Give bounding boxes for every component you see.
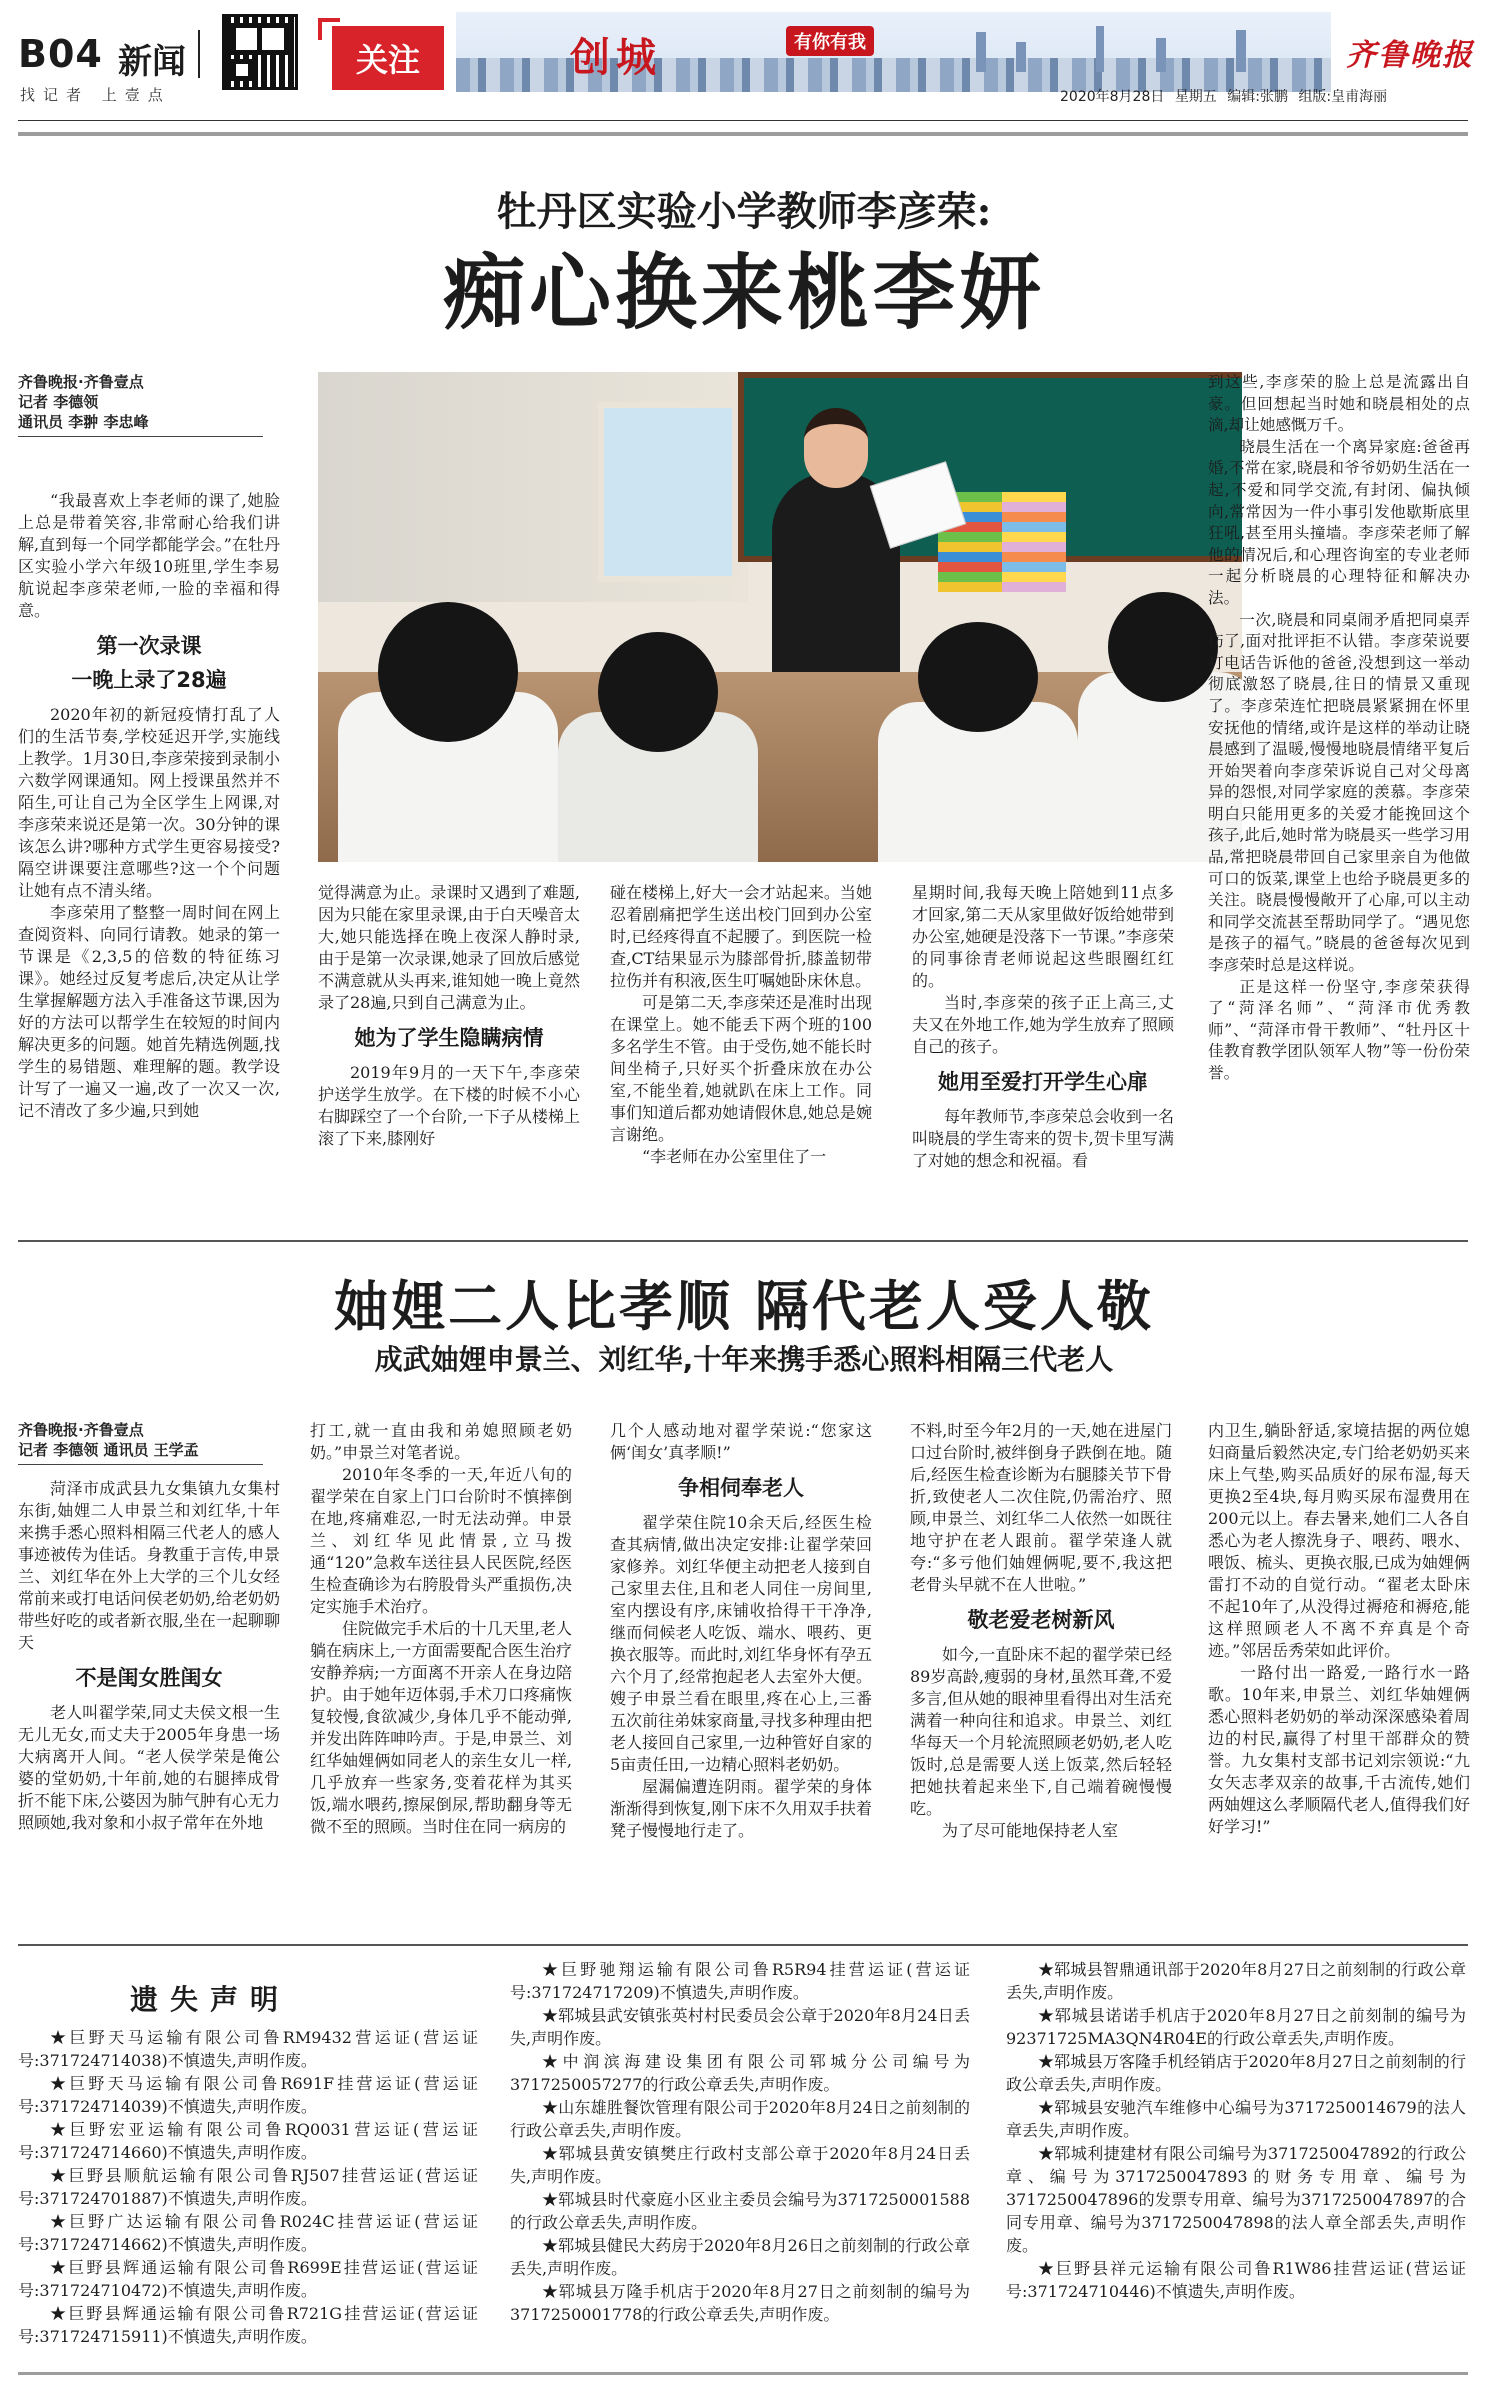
byline-reporter: 记者 李德领	[18, 393, 99, 411]
notice-item: ★郓城县时代豪庭小区业主委员会编号为3717250001588的行政公章丢失,声明作废。	[510, 2190, 970, 2232]
article1-photo	[318, 372, 1242, 862]
article2-para: 屋漏偏遭连阴雨。翟学荣的身体渐渐得到恢复,刚下床不久用双手扶着凳子慢慢地行走了。	[610, 1777, 872, 1840]
notice-item: ★巨野宏亚运输有限公司鲁RQ0031营运证(营运证号:371724714660)不慎遗失,声明作废。	[18, 2120, 478, 2162]
article1-para: 到这些,李彦荣的脸上总是流露出自豪。但回想起当时她和晓晨相处的点滴,却让她感慨万千。	[1208, 373, 1470, 435]
byline-outlet: 齐鲁晚报·齐鲁壹点	[18, 1421, 144, 1439]
article1-heading1b: 一晚上录了28遍	[71, 668, 227, 692]
article2-para: 打工,就一直由我和弟媳照顾老奶奶。”申景兰对笔者说。	[310, 1421, 572, 1462]
footer-rule	[18, 2372, 1468, 2375]
section-tag: 关注	[332, 26, 444, 90]
notice-item: ★巨野县顺航运输有限公司鲁RJ507挂营运证(营运证号:371724701887)不慎遗失,声明作废。	[18, 2166, 478, 2208]
editor: 编辑:张鹏	[1227, 89, 1288, 105]
article1-title: 痴心换来桃李妍	[442, 245, 1045, 341]
article2-para: 为了尽可能地保持老人室	[942, 1821, 1119, 1840]
article1-para: 正是这样一份坚守,李彦荣获得了“菏泽名师”、“菏泽市优秀教师”、“菏泽市骨干教师”、“牡丹区十佳教育教学团队领军人物”等一份份荣誉。	[1208, 977, 1470, 1082]
article2-column3	[610, 1420, 872, 1842]
notice-item: ★巨野驰翔运输有限公司鲁R5R94挂营运证(营运证号:371724717209)不慎遗失,声明作废。	[510, 1960, 970, 2002]
byline-reporters: 记者 李德领 通讯员 王学孟	[18, 1441, 199, 1459]
notice-item: ★郓城县万隆手机店于2020年8月27日之前刻制的编号为3717250001778的行政公章丢失,声明作废。	[510, 2282, 970, 2324]
notice-item: ★巨野县辉通运输有限公司鲁R721G挂营运证(营运证号:371724715911)不慎遗失,声明作废。	[18, 2304, 478, 2346]
article2-para: 几个人感动地对翟学荣说:“您家这俩‘闺女’真孝顺!”	[610, 1421, 872, 1462]
notice-item: ★郓城县黄安镇樊庄行政村支部公章于2020年8月24日丢失,声明作废。	[510, 2144, 970, 2186]
notice-item: ★山东雄胜餐饮管理有限公司于2020年8月24日之前刻制的行政公章丢失,声明作废。	[510, 2098, 970, 2140]
article1-subtitle: 牡丹区实验小学教师李彦荣:	[496, 188, 992, 235]
article2-para: 内卫生,躺卧舒适,家境拮据的两位媳妇商量后毅然决定,专门给老奶奶买来床上气垫,购买品质好的尿布湿,每天更换2至4块,每月购买尿布湿费用在200元以上。春去暑来,她们二人各自悉心为老人擦洗身子、喂药、喂水、喂饭、梳头、更换衣服,已成为妯娌俩雷打不动的自觉行动。“翟老太卧床不起10年了,从没得过褥疮和褥疮,能这样照顾老人不离不弃真是个奇迹。”邻居岳秀荣如此评价。	[1208, 1421, 1470, 1660]
banner-slogan: 有你有我	[786, 26, 874, 56]
article1-column4	[912, 882, 1174, 1172]
newspaper-logo: 齐鲁晚报	[1346, 38, 1474, 73]
notice-divider	[18, 1944, 1468, 1946]
issue-date: 2020年8月28日	[1060, 89, 1165, 105]
article2-heading2: 争相伺奉老人	[678, 1476, 804, 1500]
classroom-window	[598, 402, 738, 582]
article2-para: 菏泽市成武县九女集镇九女集村东街,妯娌二人申景兰和刘红华,十年来携手悉心照料相隔三代老人的感人事迹被传为佳话。身教重于言传,申景兰、刘红华在外上大学的三个儿女经常前来或打电话问侯老奶奶,给老奶奶带些好吃的或者新衣服,坐在一起聊聊天	[18, 1479, 280, 1652]
article1-column5	[1208, 372, 1470, 1085]
notice-column3	[1006, 1958, 1466, 2303]
notice-item: ★郓城利捷建材有限公司编号为3717250047892的行政公章、编号为3717250047893的财务专用章、编号为3717250047896的发票专用章、编号为3717250047897的合同专用章、编号为3717250047898的法人章全部丢失,声明作废。	[1006, 2144, 1466, 2255]
article2-heading1: 不是闺女胜闺女	[75, 1666, 223, 1690]
article1-para: 当时,李彦荣的孩子正上高三,丈夫又在外地工作,她为学生放弃了照顾自己的孩子。	[912, 993, 1174, 1056]
article2-para: 住院做完手术后的十几天里,老人躺在病床上,一方面需要配合医生治疗安静养病;一方面离不开亲人在身边陪护。由于她年迈体弱,手术刀口疼痛恢复较慢,食欲减少,身体几乎不能动弹,并发出阵阵呻吟声。于是,申景兰、刘红华妯娌俩如同老人的亲生女儿一样,几乎放弃一些家务,变着花样为其买饭,端水喂药,擦屎倒尿,帮助翻身等无微不至的照顾。当时住在同一病房的	[310, 1619, 572, 1836]
article1-para: 每年教师节,李彦荣总会收到一名叫晓晨的学生寄来的贺卡,贺卡里写满了对她的想念和祝福。看	[912, 1107, 1174, 1170]
dateline	[1060, 86, 1387, 106]
notice-item: ★中润滨海建设集团有限公司郓城分公司编号为3717250057277的行政公章丢失,声明作废。	[510, 2052, 970, 2094]
notice-column2	[510, 1958, 970, 2326]
page-number: B04	[18, 32, 103, 76]
article-divider	[18, 1240, 1468, 1242]
article2-para: 2010年冬季的一天,年近八旬的翟学荣在自家上门口台阶时不慎摔倒在地,疼痛难忍,一时无法动弹。申景兰、刘红华见此情景,立马拨通“120”急救车送往县人民医院,经医生检查确诊为右胯股骨头严重损伤,决定实施手术治疗。	[310, 1465, 572, 1616]
article1-para: 2019年9月的一天下午,李彦荣护送学生放学。在下楼的时候不小心右脚踩空了一个台阶,一下子从楼梯上滚了下来,膝刚好	[318, 1063, 580, 1148]
article1-column1-top	[18, 490, 280, 1122]
article2-title: 妯娌二人比孝顺 隔代老人受人敬	[334, 1274, 1154, 1338]
article2-column5	[1208, 1420, 1470, 1838]
header-slogan: 找记者 上壹点	[20, 86, 171, 104]
weekday: 星期五	[1174, 89, 1217, 105]
article1-column2	[318, 882, 580, 1150]
article2-byline	[18, 1420, 280, 1465]
article2-column4	[910, 1420, 1172, 1842]
notice-item: ★郓城县健民大药房于2020年8月26日之前刻制的行政公章丢失,声明作废。	[510, 2236, 970, 2278]
article1-para: 碰在楼梯上,好大一会才站起来。当她忍着剧痛把学生送出校门回到办公室时,已经疼得直不起腰了。到医院一检查,CT结果显示为膝部骨折,膝盖韧带拉伤并有积液,医生叮嘱她卧床休息。	[610, 883, 872, 990]
notice-item: ★郓城县智鼎通讯部于2020年8月27日之前刻制的行政公章丢失,声明作废。	[1006, 1960, 1466, 2002]
article1-heading2: 她为了学生隐瞒病情	[354, 1026, 544, 1050]
article1-column3	[610, 882, 872, 1168]
notice-item: ★郓城县武安镇张英村村民委员会公章于2020年8月24日丢失,声明作废。	[510, 2006, 970, 2048]
qr-code-icon	[222, 14, 298, 90]
article2-column1	[18, 1478, 280, 1834]
notice-item: ★巨野广达运输有限公司鲁R024C挂营运证(营运证号:371724714662)不慎遗失,声明作废。	[18, 2212, 478, 2254]
notice-title: 遗失声明	[130, 1983, 291, 2016]
notice-item: ★郓城县诺诺手机店于2020年8月27日之前刻制的编号为92371725MA3QN4R04E的行政公章丢失,声明作废。	[1006, 2006, 1466, 2048]
article1-heading3: 她用至爱打开学生心扉	[938, 1070, 1148, 1094]
article2-para: 老人叫翟学荣,同丈夫侯文根一生无儿无女,而丈夫于2005年身患一场大病离开人间。“老人侯学荣是俺公婆的堂奶奶,十年前,她的右腿摔成骨折不能下床,公婆因为肺气肿有心无力照顾她,我对象和小叔子常年在外地	[18, 1703, 280, 1832]
byline-correspondent: 通讯员 李翀 李忠峰	[18, 413, 149, 431]
byline-outlet: 齐鲁晚报·齐鲁壹点	[18, 373, 144, 391]
notice-column1	[18, 2026, 478, 2348]
article1-lead: “我最喜欢上李老师的课了,她脸上总是带着笑容,非常耐心给我们讲解,直到每一个同学都能学会。”在牡丹区实验小学六年级10班里,学生李易航说起李彦荣老师,一脸的幸福和得意。	[18, 491, 280, 620]
notice-item: ★郓城县安驰汽车维修中心编号为3717250014679的法人章丢失,声明作废。	[1006, 2098, 1466, 2140]
article1-heading1: 第一次录课	[96, 634, 202, 658]
article2-heading3: 敬老爱老树新风	[967, 1608, 1115, 1632]
article1-para: 可是第二天,李彦荣还是准时出现在课堂上。她不能丢下两个班的100多名学生不管。由于受伤,她不能长时间坐椅子,只好买个折叠床放在办公室,不能坐着,她就趴在床上工作。同事们知道后都劝她请假休息,她总是婉言谢绝。	[610, 993, 872, 1144]
header-rule-thin	[18, 120, 1468, 121]
article1-byline	[18, 372, 280, 437]
designer: 组版:皇甫海丽	[1298, 89, 1388, 105]
notice-item: ★巨野县祥元运输有限公司鲁R1W86挂营运证(营运证号:371724710446)不慎遗失,声明作废。	[1006, 2259, 1466, 2301]
notice-item: ★巨野县辉通运输有限公司鲁R699E挂营运证(营运证号:371724710472)不慎遗失,声明作废。	[18, 2258, 478, 2300]
banner-title: 创城	[570, 34, 662, 81]
article1-para: 一次,晓晨和同桌闹矛盾把同桌弄伤了,面对批评拒不认错。李彦荣说要打电话告诉他的爸爸,没想到这一举动彻底激怒了晓晨,往日的情景又重现了。李彦荣连忙把晓晨紧紧拥在怀里安抚他的情绪,或许是这样的举动让晓晨感到了温暖,慢慢地晓晨情绪平复后开始哭着向李彦荣诉说自己对父母离异的怨恨,对同学家庭的羡慕。李彦荣明白只能用更多的关爱才能挽回这个孩子,此后,她时常为晓晨买一些学习用品,常把晓晨带回自己家里亲自为他做可口的饭菜,课堂上也给予晓晨更多的关注。晓晨慢慢敞开了心扉,可以主动和同学交流甚至帮助同学了。“遇见您是孩子的福气。”晓晨的爸爸每次见到李彦荣时总是这样说。	[1208, 610, 1470, 975]
article1-para: 李彦荣用了整整一周时间在网上查阅资料、向同行请教。她录的第一节课是《2,3,5的倍数的特征练习课》。她经过反复考虑后,决定从让学生掌握解题方法入手准备这节课,因为好的方法可以帮学生在较短的时间内解决更多的问题。她首先精选例题,找学生的易错题、难理解的题。教学设计写了一遍又一遍,改了一次又一次,记不清改了多少遍,只到她	[18, 903, 280, 1120]
header-divider	[198, 30, 200, 78]
section-name: 新闻	[118, 42, 186, 82]
article1-para: “李老师在办公室里住了一	[642, 1147, 827, 1166]
article2-para: 一路付出一路爱,一路行水一路歌。10年来,申景兰、刘红华妯娌俩悉心照料老奶奶的举动深深感染着周边的村民,赢得了村里干部群众的赞誉。九女集村支部书记刘宗领说:“九女矢志孝双亲的故事,千古流传,她们两妯娌这么孝顺隔代老人,值得我们好好学习!”	[1208, 1663, 1470, 1836]
article2-subtitle: 成武妯娌申景兰、刘红华,十年来携手悉心照料相隔三代老人	[374, 1343, 1114, 1376]
article1-para: 2020年初的新冠疫情打乱了人们的生活节奏,学校延迟开学,实施线上教学。1月30日,李彦荣接到录制小六数学网课通知。网上授课虽然并不陌生,可让自己为全区学生上网课,对李彦荣来说还是第一次。30分钟的课该怎么讲?哪种方式学生更容易接受?隔空讲课要注意哪些?这一个个问题让她有点不清头绪。	[18, 705, 280, 900]
article2-para: 如今,一直卧床不起的翟学荣已经89岁高龄,瘦弱的身材,虽然耳聋,不爱多言,但从她的眼神里看得出对生活充满着一种向往和追求。申景兰、刘红华每天一个月轮流照顾老奶奶,老人吃饭时,总是需要人送上饭菜,然后轻轻把她扶着起来坐下,自己端着碗慢慢吃。	[910, 1645, 1172, 1818]
article1-para: 星期时间,我每天晚上陪她到11点多才回家,第二天从家里做好饭给她带到办公室,她硬是没落下一节课。”李彦荣的同事徐青老师说起这些眼圈红红的。	[912, 883, 1174, 990]
article1-para: 晓晨生活在一个离异家庭:爸爸再婚,不常在家,晓晨和爷爷奶奶生活在一起,不爱和同学交流,有封闭、偏执倾向,常常因为一件小事引发他歇斯底里狂吼,甚至用头撞墙。李彦荣老师了解他的情况后,和心理咨询室的专业老师一起分析晓晨的心理特征和解决办法。	[1208, 437, 1470, 607]
article2-column2	[310, 1420, 572, 1838]
notice-item: ★郓城县万客隆手机经销店于2020年8月27日之前刻制的行政公章丢失,声明作废。	[1006, 2052, 1466, 2094]
article2-para: 不料,时至今年2月的一天,她在进屋门口过台阶时,被绊倒身子跌倒在地。随后,经医生检查诊断为右腿膝关节下骨折,致使老人二次住院,仍需治疗、照顾,申景兰、刘红华二人依然一如既往地守护在老人跟前。翟学荣逢人就夸:“多亏他们妯娌俩呢,要不,我这把老骨头早就不在人世啦。”	[910, 1421, 1172, 1594]
notice-item: ★巨野天马运输有限公司鲁RM9432营运证(营运证号:371724714038)不慎遗失,声明作废。	[18, 2028, 478, 2070]
article2-para: 翟学荣住院10余天后,经医生检查其病情,做出决定安排:让翟学荣回家修养。刘红华便主动把老人接到自己家里去住,且和老人同住一房间里,室内摆设有序,床铺收拾得干干净净,继而伺候老人吃饭、端水、喂药、更换衣服等。而此时,刘红华身怀有孕五六个月了,经常抱起老人去室外大便。嫂子申景兰看在眼里,疼在心上,三番五次前往弟妹家商量,寻找多种理由把老人接回自己家里,一边种管好自家的5亩责任田,一边精心照料老奶奶。	[610, 1513, 872, 1774]
header-rule	[18, 132, 1468, 136]
page-header	[0, 0, 1488, 120]
notice-item: ★巨野天马运输有限公司鲁R691F挂营运证(营运证号:371724714039)不慎遗失,声明作废。	[18, 2074, 478, 2116]
city-banner	[456, 12, 1331, 92]
article1-para: 觉得满意为止。录课时又遇到了难题,因为只能在家里录课,由于白天噪音太大,她只能选择在晚上夜深人静时录,由于是第一次录课,她录了回放后感觉不满意就从头再来,谁知她一晚上竟然录了28遍,只到自己满意为止。	[318, 883, 580, 1012]
